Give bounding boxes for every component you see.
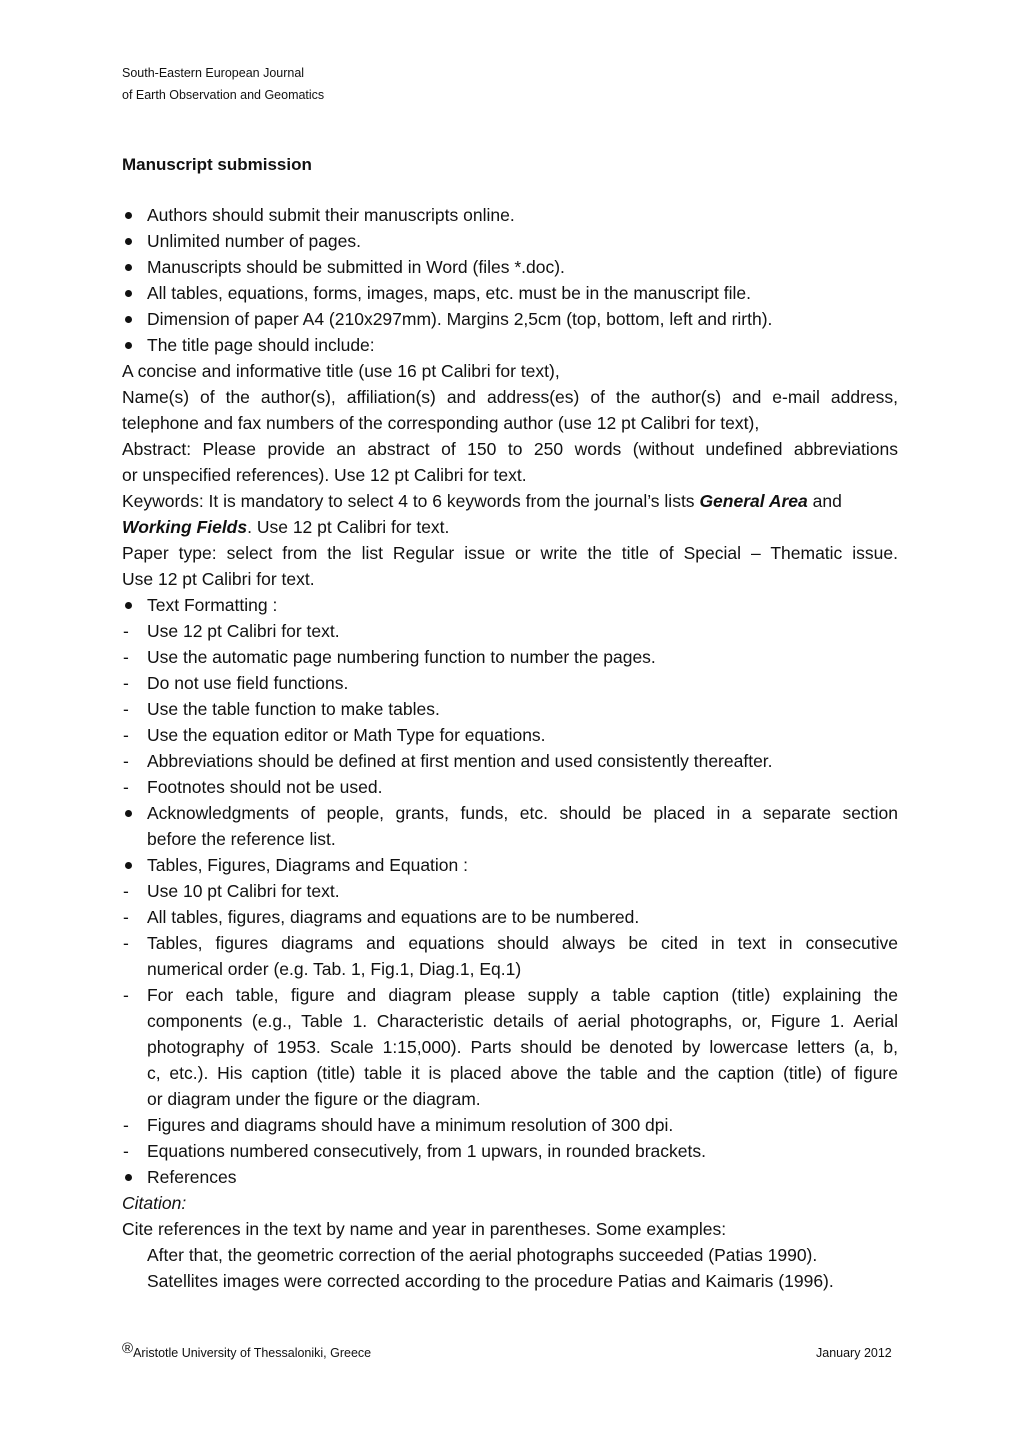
section-title: Manuscript submission — [122, 155, 312, 174]
dash-item: - Use 10 pt Calibri for text. — [122, 878, 898, 904]
working-fields-term: Working Fields — [122, 517, 248, 537]
paragraph-line: A concise and informative title (use 16 pt Calibri for text), — [122, 361, 560, 381]
keywords-text: Keywords: It is mandatory to select 4 to 6 keywords from the journal’s lists — [122, 491, 695, 511]
bullet-item: Acknowledgments of people, grants, funds, etc. should be placed in a separate section — [122, 800, 898, 826]
dash-item: - Do not use field functions. — [122, 670, 898, 696]
dash-item: - Equations numbered consecutively, from 1 upwars, in rounded brackets. — [122, 1138, 898, 1164]
footer-date: January 2012 — [816, 1346, 892, 1360]
keywords-line-continued — [122, 514, 898, 540]
example-line: Satellites images were corrected according to the procedure Patias and Kaimaris (1996). — [147, 1271, 834, 1291]
keywords-and: and — [812, 491, 842, 511]
dash-item: - For each table, figure and diagram please supply a table caption (title) explaining the — [122, 982, 898, 1008]
paragraph-line: Name(s) of the author(s), affiliation(s) and address(es) of the author(s) and e-mail address, — [122, 387, 898, 407]
institution-name: Aristotle University of Thessaloniki, Greece — [133, 1346, 372, 1360]
bullet-item: Dimension of paper A4 (210x297mm). Margins 2,5cm (top, bottom, left and rirth). — [122, 306, 898, 332]
dash-item: - Figures and diagrams should have a minimum resolution of 300 dpi. — [122, 1112, 898, 1138]
bullet-item: Unlimited number of pages. — [122, 228, 898, 254]
paragraph-line: Paper type: select from the list Regular issue or write the title of Special – Thematic issue. — [122, 543, 898, 563]
footer-institution — [122, 1338, 371, 1364]
bullet-item: The title page should include: — [122, 332, 898, 358]
journal-header — [122, 62, 324, 106]
registered-mark: ® — [122, 1340, 134, 1357]
continuation-line: numerical order (e.g. Tab. 1, Fig.1, Diag.1, Eq.1) — [147, 959, 522, 979]
dash-item: - Abbreviations should be defined at first mention and used consistently thereafter. — [122, 748, 898, 774]
submission-guidelines — [122, 202, 898, 1294]
dash-item: - All tables, figures, diagrams and equations are to be numbered. — [122, 904, 898, 930]
paragraph-line: or unspecified references). Use 12 pt Calibri for text. — [122, 465, 527, 485]
bullet-item: Authors should submit their manuscripts online. — [122, 202, 898, 228]
example-line: After that, the geometric correction of the aerial photographs succeeded (Patias 1990). — [147, 1245, 818, 1265]
dash-item: - Use the table function to make tables. — [122, 696, 898, 722]
journal-name-line-2: of Earth Observation and Geomatics — [122, 88, 325, 102]
continuation-line: c, etc.). His caption (title) table it is placed above the table and the caption (title) of figure — [147, 1063, 898, 1083]
paragraph-line: Use 12 pt Calibri for text. — [122, 569, 315, 589]
dash-item: - Use the automatic page numbering function to number the pages. — [122, 644, 898, 670]
dash-item: - Use 12 pt Calibri for text. — [122, 618, 898, 644]
continuation-line: before the reference list. — [147, 829, 336, 849]
bullet-item: Text Formatting : — [122, 592, 898, 618]
dash-item: - Footnotes should not be used. — [122, 774, 898, 800]
continuation-line: components (e.g., Table 1. Characteristic details of aerial photographs, or, Figure 1. Aerial — [147, 1011, 898, 1031]
bullet-item: All tables, equations, forms, images, maps, etc. must be in the manuscript file. — [122, 280, 898, 306]
paragraph-line: Abstract: Please provide an abstract of 150 to 250 words (without undefined abbreviations — [122, 439, 898, 459]
paragraph-line: Cite references in the text by name and year in parentheses. Some examples: — [122, 1219, 727, 1239]
dash-item: - Use the equation editor or Math Type for equations. — [122, 722, 898, 748]
bullet-item: References — [122, 1164, 898, 1190]
continuation-line: or diagram under the figure or the diagram. — [147, 1089, 481, 1109]
journal-name-line-1: South-Eastern European Journal — [122, 66, 305, 80]
dash-item: - Tables, figures diagrams and equations should always be cited in text in consecutive — [122, 930, 898, 956]
keywords-suffix: . Use 12 pt Calibri for text. — [247, 517, 450, 537]
continuation-line: photography of 1953. Scale 1:15,000). Parts should be denoted by lowercase letters (a, b, — [147, 1037, 898, 1057]
keywords-line — [122, 488, 898, 514]
citation-heading: Citation: — [122, 1193, 187, 1213]
bullet-item: Manuscripts should be submitted in Word (files *.doc). — [122, 254, 898, 280]
general-area-term: General Area — [699, 491, 808, 511]
bullet-item: Tables, Figures, Diagrams and Equation : — [122, 852, 898, 878]
paragraph-line: telephone and fax numbers of the corresponding author (use 12 pt Calibri for text), — [122, 413, 760, 433]
